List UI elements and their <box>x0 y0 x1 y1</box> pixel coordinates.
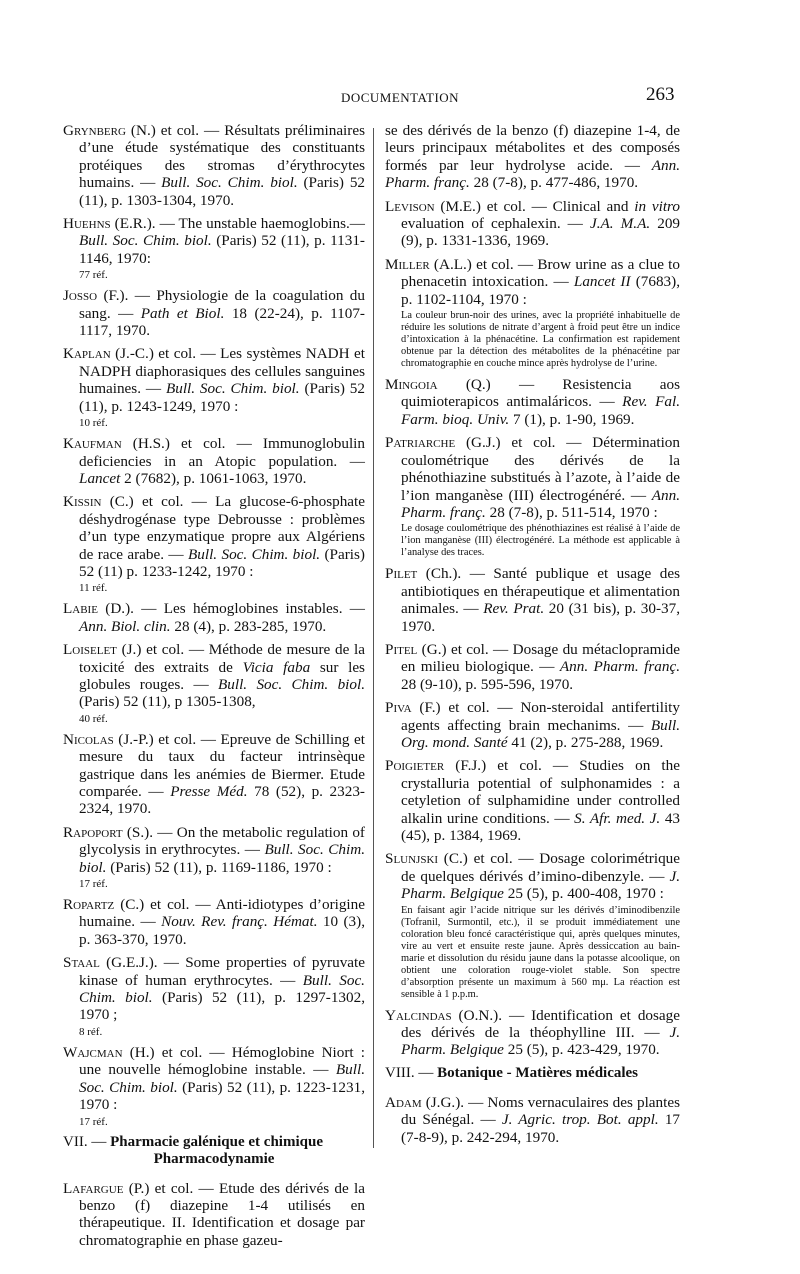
bibliography-entry <box>385 699 680 751</box>
entry-citation: 25 (5), p. 423-429, 1970. <box>503 1041 660 1059</box>
page-number: 263 <box>646 84 675 105</box>
entry-citation: 17 (7-8-9), p. 242-294, 1970. <box>401 1111 681 1146</box>
entry-citation: 41 (2), p. 275-288, 1969. <box>507 733 664 751</box>
entry-citation: 209 (9), p. 1331-1336, 1969. <box>401 215 681 250</box>
entry-journal: Rev. Fal. Farm. bioq. Univ. <box>401 393 680 428</box>
entry-text: (G.J.) et col. — Détermination coulométrique des dérivés de la phénothiazine substitués à l’azote, à l’aide de l’ion manganèse (III) électrogénéré. — <box>401 434 680 504</box>
entry-journal: Lancet <box>79 469 121 487</box>
abstract-note: Le dosage coulométrique des phénothiazines est réalisé à l’aide de l’ion manganèse (III) électrogénéré. La méthode est applicable à l’analyse des traces. <box>401 523 680 559</box>
entry-author: Pilet <box>385 565 418 583</box>
bibliography-entry <box>385 757 680 844</box>
section-heading <box>63 1134 365 1168</box>
reference-count: 17 réf. <box>79 878 108 891</box>
entry-journal: J. Pharm. Belgique <box>401 1024 680 1059</box>
entry-citation: 28 (4), p. 283-285, 1970. <box>170 617 327 635</box>
entry-author: Kissin <box>63 493 102 511</box>
entry-journal: Bull. Soc. Chim. biol. <box>217 675 365 693</box>
section-subtitle: Pharmacodynamie <box>153 1150 275 1167</box>
entry-journal: Bull. Soc. Chim. biol. <box>79 841 365 876</box>
entry-journal: Presse Méd. <box>170 783 248 800</box>
bibliography-entry <box>385 850 680 902</box>
entry-journal: Bull. Soc. Chim. biol. <box>79 1061 365 1096</box>
abstract-note: En faisant agir l’acide nitrique sur les dérivés d’iminodibenzile (Tofranil, Surmontil, etc.), il se produit immédiatement une coloration bleu foncé caractéristique qui, après quelques minutes, vire au vert et ensuite reste jaune. Après dessiccation au bain-marie et dissolution du résidu jaune dans la potasse alcoolique, on obtient une coloration rouge-violet stable. Son spectre d’absorption présente un maximum à 560 mμ. La réaction est sensible à 1 p.p.m. <box>401 904 680 1000</box>
bibliography-entry <box>63 1180 365 1250</box>
bibliography-entry <box>385 641 680 693</box>
entry-citation: 20 (31 bis), p. 30-37, 1970. <box>401 600 680 635</box>
entry-text: (F.). — Physiologie de la coagulation du sang. — <box>79 287 365 322</box>
entry-journal: Path et Biol. <box>140 304 225 322</box>
bibliography-entry <box>385 256 680 308</box>
bibliography-entry <box>385 122 680 192</box>
section-heading <box>385 1065 680 1082</box>
entry-author: Ropartz <box>63 896 115 914</box>
entry-citation: (7683), p. 1102-1104, 1970 : <box>401 273 680 308</box>
reference-count: 10 réf. <box>79 417 108 430</box>
bibliography-entry <box>63 1044 365 1114</box>
entry-text: (M.E.) et col. — Clinical and <box>434 197 635 215</box>
bibliography-entry <box>63 493 365 580</box>
bibliography-entry <box>385 434 680 521</box>
entry-text: (N.) et col. — Résultats préliminaires d’une étude systématique des constituants protéiques des stromas d’érythrocytes humains. — <box>79 122 365 192</box>
bibliography-entry <box>63 435 365 487</box>
bibliography-entry <box>63 731 365 818</box>
entry-journal: in vitro <box>634 197 680 215</box>
entry-text: (J.-C.) et col. — Les systèmes NADH et NADPH diaphorasiques des cellules sanguines humaines. — <box>79 345 365 398</box>
bibliography-entry <box>385 565 680 635</box>
right-column <box>385 122 680 1152</box>
entry-author: Nicolas <box>63 730 114 748</box>
reference-count: 17 réf. <box>79 1115 108 1128</box>
entry-author: Lafargue <box>63 1179 124 1197</box>
section-title: Pharmacie galénique et chimique <box>110 1133 323 1150</box>
entry-text: (C.) et col. — Anti-idiotypes d’origine humaine. — <box>79 896 365 931</box>
entry-text: (C.) et col. — Dosage colorimétrique de quelques dérivés d’imino-dibenzyle. — <box>401 850 680 885</box>
entry-journal: J. Agric. trop. Bot. appl. <box>501 1111 659 1129</box>
entry-citation: (Paris) 52 (11), p 1305-1308, <box>79 693 256 711</box>
entry-citation: (Paris) 52 (11), p. 1303-1304, 1970. <box>79 174 366 209</box>
entry-citation: (Paris) 52 (11), p. 1297-1302, 1970 ; <box>79 989 365 1024</box>
entry-text: (J.-P.) et col. — Epreuve de Schilling et mesure du taux du facteur intrinsèque gastrique dans les anémies de Biermer. Etude comparée. — <box>79 730 365 800</box>
entry-author: Wajcman <box>63 1043 123 1061</box>
entry-citation: 28 (7-8), p. 477-486, 1970. <box>469 174 639 192</box>
entry-citation: sur les globules rouges. — <box>79 658 365 693</box>
entry-journal: Ann. Biol. clin. <box>79 617 171 635</box>
entry-citation: 28 (7-8), p. 511-514, 1970 : <box>485 503 658 521</box>
bibliography-entry <box>385 198 680 250</box>
entry-journal: S. Afr. med. J. <box>574 809 661 827</box>
entry-author: Loiselet <box>63 641 117 659</box>
entry-citation: 2 (7682), p. 1061-1063, 1970. <box>120 469 307 487</box>
bibliography-entry <box>63 824 365 876</box>
entry-author: Slunjski <box>385 850 439 868</box>
entry-text: (F.) et col. — Non-steroidal antifertility agents affecting brain mechanims. — <box>401 699 680 734</box>
entry-text: (A.L.) et col. — Brow urine as a clue to phenacetin intoxication. — <box>401 255 680 291</box>
entry-text: (G.E.J.). — Some properties of pyruvate kinase of human erythrocytes. — <box>79 954 365 989</box>
entry-citation: (Paris) 52 (11), p. 1243-1249, 1970 : <box>79 380 365 415</box>
bibliography-entry <box>63 345 365 415</box>
entry-author: Mingoia <box>385 376 438 394</box>
entry-author: Pitel <box>385 640 418 658</box>
entry-author: Miller <box>385 255 430 273</box>
entry-journal: Ann. Pharm. franç. <box>385 156 680 192</box>
entry-text: (F.J.) et col. — Studies on the crystalluria potential of sulphonamides : a cetyletion of sulphamidine under controlled alkalin urine conditions. — <box>401 757 680 827</box>
entry-journal: Bull. Soc. Chim. biol. <box>161 174 298 192</box>
entry-journal: Lancet II <box>573 273 631 291</box>
entry-citation: (Paris) 52 (11), p. 1223-1231, 1970 : <box>79 1078 365 1114</box>
entry-citation: evaluation of cephalexin. — <box>401 215 590 233</box>
entry-citation: (Paris) 52 (11), p. 1131-1146, 1970: <box>79 232 365 267</box>
entry-citation: 18 (22-24), p. 1107-1117, 1970. <box>79 304 365 340</box>
entry-text: (G.) et col. — Dosage du métaclopramide en milieu biologique. — <box>401 640 680 676</box>
entry-journal: Bull. Soc. Chim. biol. <box>188 545 321 563</box>
entry-citation: 78 (52), p. 2323-2324, 1970. <box>79 783 365 818</box>
entry-text: (H.S.) et col. — Immunoglobulin deficiencies in an Atopic population. — <box>79 435 365 470</box>
bibliography-entry <box>385 376 680 428</box>
reference-count: 40 réf. <box>79 712 108 725</box>
section-number: VIII. — <box>385 1064 438 1081</box>
bibliography-entry <box>63 287 365 339</box>
entry-journal: Ann. Pharm. franç. <box>559 658 680 676</box>
reference-count: 8 réf. <box>79 1025 103 1038</box>
bibliography-entry <box>385 1007 680 1059</box>
entry-author: Adam <box>385 1093 422 1111</box>
entry-journal: J. Pharm. Belgique <box>401 867 680 903</box>
abstract-note: La couleur brun-noir des urines, avec la propriété inhabituelle de réduire les solutions de nitrate d’argent à froid peut être un indice d’intoxication à la phénacétine. La confirmation est rapidement obtenue par la détection des métabolites de la phénacétine par chromatographie en couche mince après hydrolyse de l’urine. <box>401 310 680 370</box>
bibliography-entry <box>385 1094 680 1146</box>
entry-text: (D.). — Les hémoglobines instables. — <box>97 600 365 618</box>
entry-author: Labie <box>63 600 98 618</box>
left-column <box>63 122 365 1255</box>
entry-author: Levison <box>385 197 435 215</box>
bibliography-entry <box>63 954 365 1024</box>
entry-author: Kaufman <box>63 435 122 453</box>
entry-journal: Bull. Soc. Chim. biol. <box>79 232 212 250</box>
entry-journal: Rev. Prat. <box>483 600 545 618</box>
reference-count: 11 réf. <box>79 582 108 595</box>
bibliography-entry <box>63 896 365 948</box>
entry-text: (Ch.). — Santé publique et usage des antibiotiques en thérapeutique et alimentation animales. — <box>401 565 680 618</box>
entry-text: (J.G.). — Noms vernaculaires des plantes du Sénégal. — <box>401 1093 680 1129</box>
entry-journal: Bull. Soc. Chim. biol. <box>165 380 300 398</box>
entry-text: (C.) et col. — La glucose-6-phosphate déshydrogénase type Debrousse : problèmes d’un type enzymatique propre aux Algériens de race arabe. — <box>79 493 365 563</box>
reference-count: 77 réf. <box>79 269 108 282</box>
bibliography-entry <box>63 641 365 711</box>
bibliography-entry <box>63 122 365 209</box>
entry-text: (S.). — On the metabolic regulation of glycolysis in erythrocytes. — <box>79 823 365 859</box>
section-title: Botanique - Matières médicales <box>437 1064 639 1081</box>
bibliography-entry <box>63 600 365 635</box>
entry-citation: (Paris) 52 (11) p. 1233-1242, 1970 : <box>79 545 365 580</box>
entry-text: (Q.) — Resistencia aos quimioterapicos antimaláricos. — <box>401 376 680 411</box>
entry-text: (E.R.). — The unstable haemoglobins.— <box>110 215 365 233</box>
entry-journal: Bull. Org. mond. Santé <box>401 716 680 751</box>
entry-citation: 43 (45), p. 1384, 1969. <box>401 809 681 844</box>
entry-author: Staal <box>63 954 100 972</box>
entry-text: (J.) et col. — Méthode de mesure de la toxicité des extraits de <box>79 641 365 676</box>
entry-citation: 10 (3), p. 363-370, 1970. <box>79 913 365 948</box>
entry-text: se des dérivés de la benzo (f) diazepine 1-4, de leurs principaux métabolites et des composés formés par leur hydrolyse acide. — <box>385 122 680 174</box>
entry-author: Huehns <box>63 215 111 233</box>
entry-citation: (Paris) 52 (11), p. 1169-1186, 1970 : <box>106 858 332 876</box>
entry-author: Patriarche <box>385 434 456 452</box>
entry-author: Piva <box>385 699 412 717</box>
entry-author: Josso <box>63 287 98 305</box>
entry-text: (P.) et col. — Etude des dérivés de la benzo (f) diazepine 1-4 utilisés en thérapeutique. II. Identification et dosage par chromatographie en phase gazeu- <box>79 1179 365 1249</box>
entry-citation: 28 (9-10), p. 595-596, 1970. <box>401 675 574 693</box>
column-divider <box>373 128 374 1148</box>
entry-citation: 25 (5), p. 400-408, 1970 : <box>503 885 664 903</box>
entry-journal: Ann. Pharm. franç. <box>401 486 680 521</box>
entry-author: Grynberg <box>63 122 126 139</box>
bibliography-entry <box>63 215 365 267</box>
entry-journal: J.A. M.A. <box>589 215 651 233</box>
entry-author: Yalcindas <box>385 1006 452 1024</box>
entry-citation: 7 (1), p. 1-90, 1969. <box>509 410 635 428</box>
entry-text: (O.N.). — Identification et dosage des dérivés de la théophylline III. — <box>401 1006 680 1042</box>
entry-journal: Nouv. Rev. franç. Hémat. <box>161 913 318 931</box>
entry-author: Poigieter <box>385 757 445 775</box>
section-number: VII. — <box>63 1133 111 1150</box>
entry-text: (H.) et col. — Hémoglobine Niort : une nouvelle hémoglobine instable. — <box>79 1043 365 1079</box>
entry-author: Rapoport <box>63 823 123 841</box>
running-head: DOCUMENTATION <box>340 90 460 105</box>
entry-journal: Vicia faba <box>242 658 311 676</box>
entry-author: Kaplan <box>63 345 111 363</box>
entry-journal: Bull. Soc. Chim. biol. <box>79 971 365 1007</box>
